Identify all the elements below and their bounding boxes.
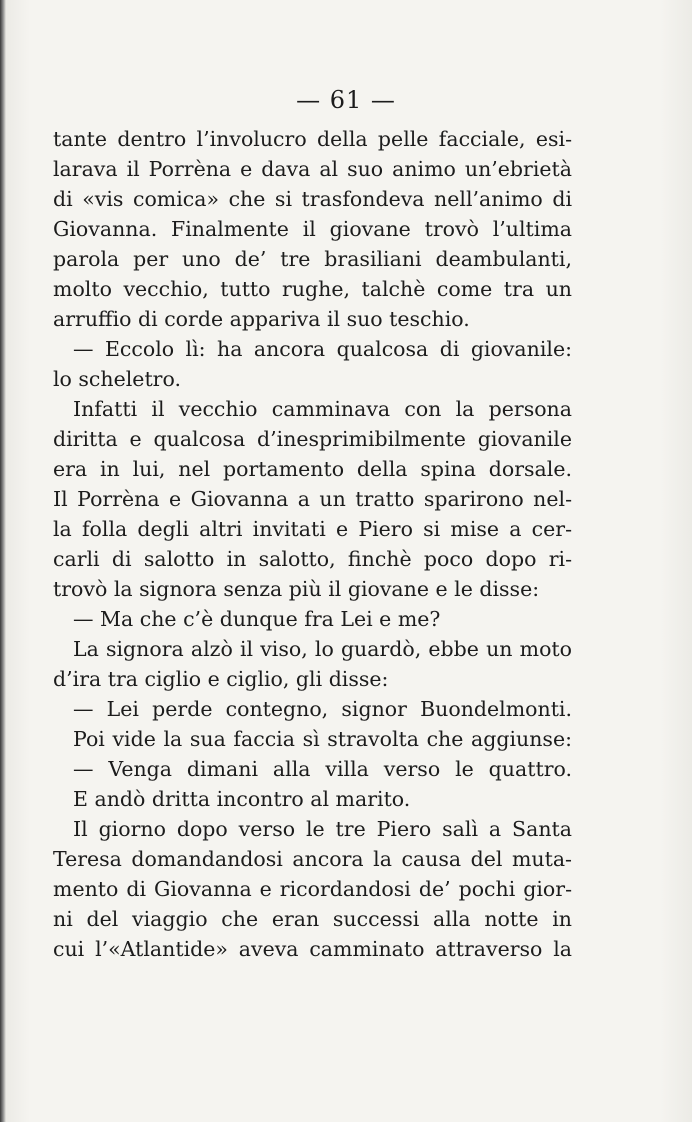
text-line: Giovanna. Finalmente il giovane trovò l’ultima [53, 217, 572, 241]
text-line: larava il Porrèna e dava al suo animo un’ebrietà [53, 157, 572, 181]
page-body-text [53, 124, 572, 964]
text-line: Infatti il vecchio camminava con la persona [73, 397, 572, 421]
text-line: Teresa domandandosi ancora la causa del muta- [53, 847, 572, 871]
text-line: mento di Giovanna e ricordandosi de’ pochi gior- [53, 877, 572, 901]
text-line: E andò dritta incontro al marito. [73, 787, 411, 811]
text-line: d’ira tra ciglio e ciglio, gli disse: [53, 667, 389, 691]
text-line: arruffio di corde appariva il suo teschio. [53, 307, 470, 331]
text-line: lo scheletro. [53, 367, 181, 391]
text-line: molto vecchio, tutto rughe, talchè come tra un [53, 277, 572, 301]
text-line: Poi vide la sua faccia sì stravolta che aggiunse: [73, 727, 572, 751]
text-line: — Ma che c’è dunque fra Lei e me? [73, 607, 441, 631]
text-line: trovò la signora senza più il giovane e le disse: [53, 577, 540, 601]
text-line: La signora alzò il viso, lo guardò, ebbe un moto [73, 637, 572, 661]
text-line: tante dentro l’involucro della pelle facciale, esi- [53, 127, 572, 151]
text-line: la folla degli altri invitati e Piero si mise a cer- [53, 517, 572, 541]
text-line: Il Porrèna e Giovanna a un tratto sparirono nel- [53, 487, 572, 511]
text-line: Il giorno dopo verso le tre Piero salì a Santa [73, 817, 572, 841]
page-binding-edge [0, 0, 6, 1122]
text-line: parola per uno de’ tre brasiliani deambulanti, [53, 247, 572, 271]
text-line: era in lui, nel portamento della spina dorsale. [53, 457, 572, 481]
text-line: — Venga dimani alla villa verso le quattro. [73, 757, 572, 781]
text-line: cui l’«Atlantide» aveva camminato attraverso la [53, 937, 572, 961]
text-line: diritta e qualcosa d’inesprimibilmente giovanile [53, 427, 572, 451]
text-line: di «vis comica» che si trasfondeva nell’animo di [53, 187, 572, 211]
text-line: carli di salotto in salotto, finchè poco dopo ri- [53, 547, 572, 571]
text-line: — Eccolo lì: ha ancora qualcosa di giovanile: [73, 337, 572, 361]
page-number: — 61 — [296, 86, 396, 114]
text-line: ni del viaggio che eran successi alla notte in [53, 907, 572, 931]
text-line: — Lei perde contegno, signor Buondelmonti. [73, 697, 572, 721]
